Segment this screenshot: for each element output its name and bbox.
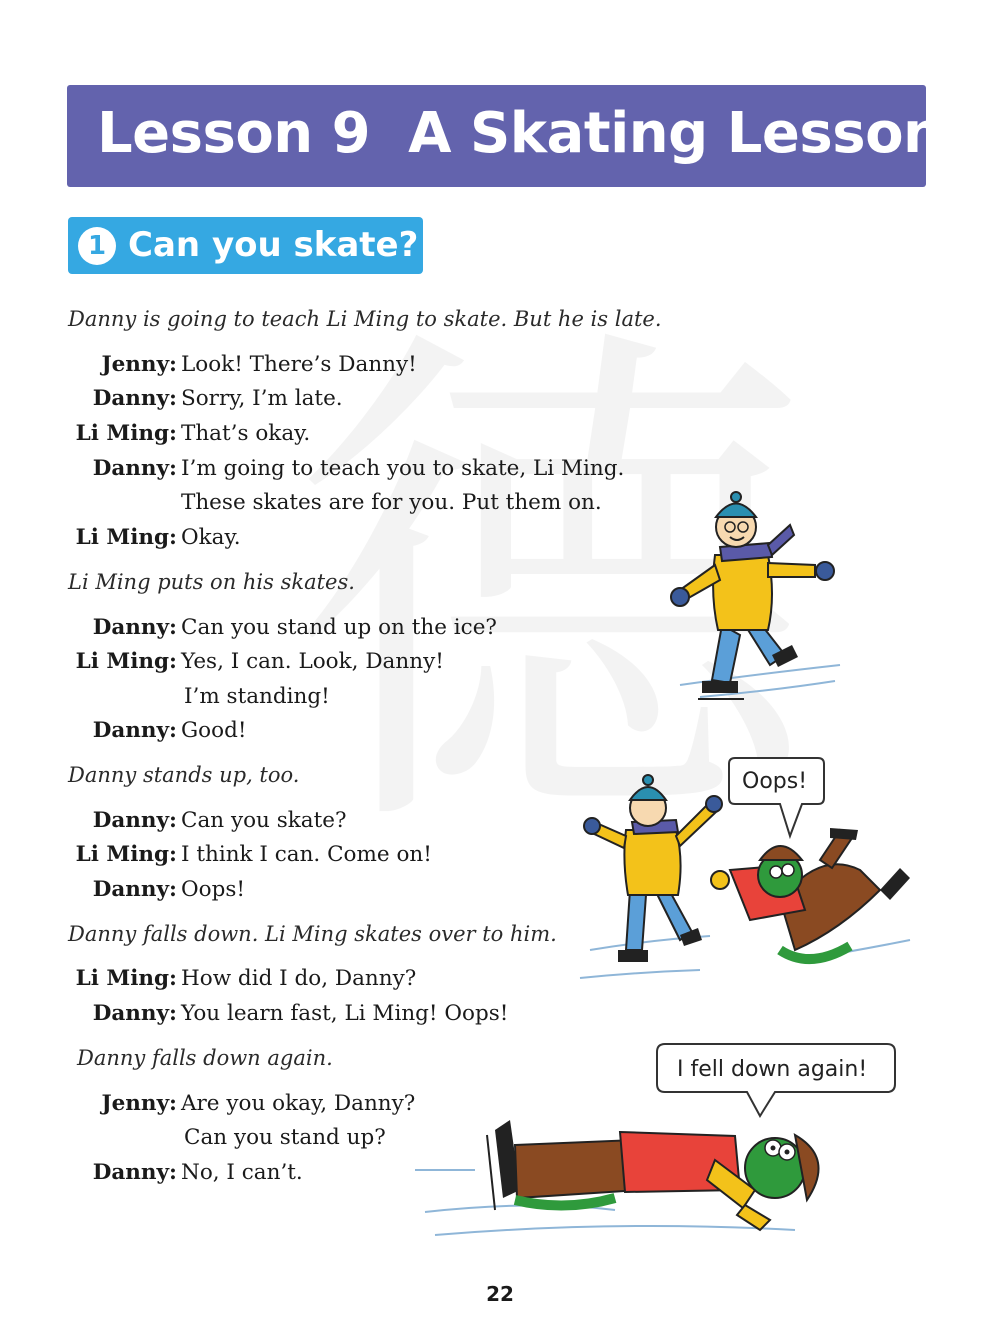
speech-text: Are you okay, Danny? bbox=[181, 1091, 416, 1116]
speaker-name: Li Ming: bbox=[75, 649, 177, 674]
speaker-name: Danny: bbox=[92, 1001, 177, 1026]
speech-text: Can you skate? bbox=[181, 808, 347, 833]
speaker-name: Li Ming: bbox=[75, 842, 177, 867]
speech-text: That’s okay. bbox=[181, 421, 311, 446]
bubble-fell-down: I fell down again! bbox=[677, 1057, 868, 1082]
section-number: 1 bbox=[78, 227, 116, 265]
speaker-name: Jenny: bbox=[101, 352, 177, 377]
dialogue-continuation: I’m standing! bbox=[184, 684, 330, 709]
speaker-name: Li Ming: bbox=[75, 525, 177, 550]
speech-text: Sorry, I’m late. bbox=[181, 386, 343, 411]
speaker-name: Danny: bbox=[92, 456, 177, 481]
speech-text: Can you stand up on the ice? bbox=[181, 615, 497, 640]
speaker-name: Danny: bbox=[92, 1160, 177, 1185]
speaker-name: Danny: bbox=[92, 386, 177, 411]
narration-line: Danny stands up, too. bbox=[68, 763, 300, 787]
speech-text: No, I can’t. bbox=[181, 1160, 303, 1185]
section-badge bbox=[68, 217, 423, 274]
speech-text: I’m going to teach you to skate, Li Ming. bbox=[181, 456, 625, 481]
speech-text: You learn fast, Li Ming! Oops! bbox=[181, 1001, 509, 1026]
speaker-name: Jenny: bbox=[101, 1091, 177, 1116]
speech-text: Yes, I can. Look, Danny! bbox=[181, 649, 444, 674]
speaker-name: Danny: bbox=[92, 718, 177, 743]
narration-line: Danny falls down again. bbox=[77, 1046, 333, 1070]
speaker-name: Li Ming: bbox=[75, 966, 177, 991]
narration-line: Li Ming puts on his skates. bbox=[68, 570, 355, 594]
speech-text: I think I can. Come on! bbox=[181, 842, 432, 867]
speech-text: Oops! bbox=[181, 877, 246, 902]
speech-text: Good! bbox=[181, 718, 247, 743]
section-title: Can you skate? bbox=[128, 225, 419, 265]
dialogue-continuation: Can you stand up? bbox=[184, 1125, 386, 1150]
illustration-danny-lying bbox=[415, 1040, 905, 1250]
narration-line: Danny is going to teach Li Ming to skate. But he is late. bbox=[68, 307, 662, 331]
speaker-name: Li Ming: bbox=[75, 421, 177, 446]
bubble-oops: Oops! bbox=[742, 769, 808, 794]
speech-text: Look! There’s Danny! bbox=[181, 352, 417, 377]
speaker-name: Danny: bbox=[92, 808, 177, 833]
illustration-danny-falling bbox=[580, 750, 930, 1000]
speech-text: Okay. bbox=[181, 525, 241, 550]
speaker-name: Danny: bbox=[92, 877, 177, 902]
speech-text: How did I do, Danny? bbox=[181, 966, 417, 991]
dialogue-continuation: These skates are for you. Put them on. bbox=[181, 490, 602, 515]
illustration-li-ming-standing bbox=[660, 485, 860, 715]
lesson-title: Lesson 9 A Skating Lesson bbox=[97, 101, 943, 166]
lesson-title-bar bbox=[67, 85, 943, 187]
narration-line: Danny falls down. Li Ming skates over to him. bbox=[68, 922, 557, 946]
speaker-name: Danny: bbox=[92, 615, 177, 640]
page-number: 22 bbox=[486, 1282, 514, 1306]
